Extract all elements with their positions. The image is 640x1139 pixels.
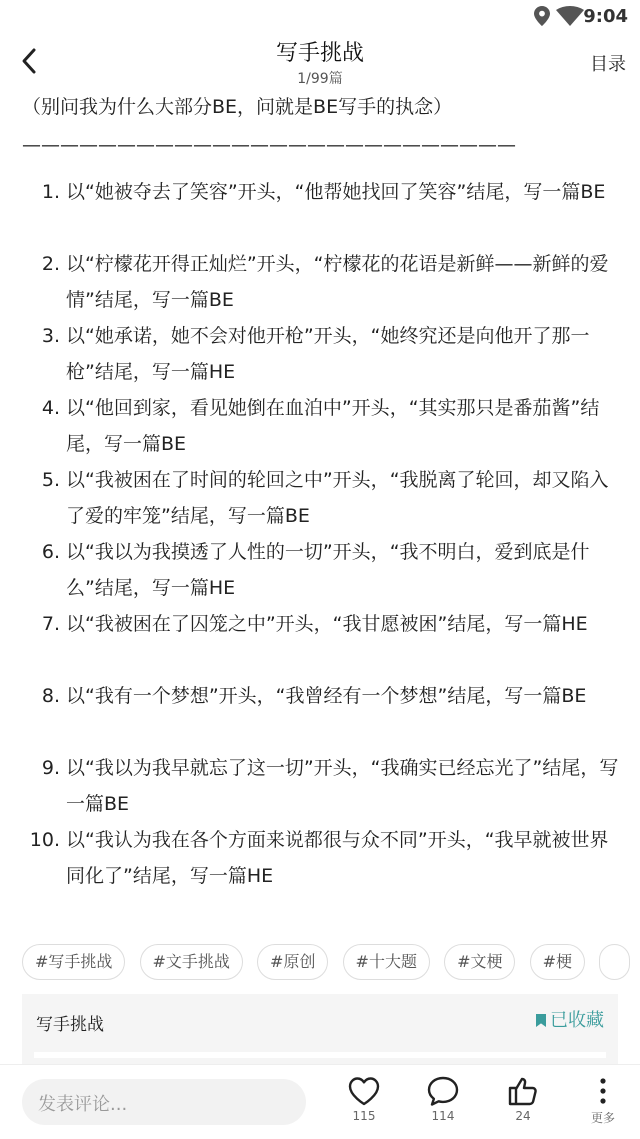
list-item (22, 822, 622, 894)
list-item (22, 462, 622, 534)
tag-chip[interactable]: #原创 (257, 944, 328, 980)
recommend-count: 24 (515, 1109, 531, 1123)
recommend-button[interactable] (498, 1075, 548, 1123)
prompt-list (22, 174, 622, 894)
item-text: 以“我认为我在各个方面来说都很与众不同”开头，“我早就被世界同化了”结尾，写一篇HE (66, 829, 609, 887)
item-number: 10. (29, 829, 60, 851)
comment-placeholder: 发表评论... (38, 1094, 128, 1115)
status-bar (0, 0, 640, 34)
item-number: 2. (41, 253, 60, 275)
item-number: 3. (41, 325, 60, 347)
intro-text: （别问我为什么大部分BE，问就是BE写手的执念） (22, 96, 453, 118)
comment-input[interactable] (22, 1079, 306, 1125)
list-item (22, 606, 622, 678)
collection-status-label: 已收藏 (550, 1010, 604, 1031)
item-text: 以“她被夺去了笑容”开头，“他帮她找回了笑容”结尾，写一篇BE (66, 181, 606, 203)
collection-title: 写手挑战 (36, 1015, 104, 1035)
tag-chip-more[interactable] (599, 944, 630, 980)
more-button[interactable] (578, 1075, 628, 1126)
item-text: 以“我以为我摸透了人性的一切”开头，“我不明白，爱到底是什么”结尾，写一篇HE (66, 541, 590, 599)
tag-chip[interactable]: #文梗 (444, 944, 515, 980)
article-body (22, 92, 626, 160)
collection-preview (34, 1052, 606, 1058)
wifi-icon (556, 6, 584, 30)
catalog-button[interactable]: 目录 (590, 54, 626, 75)
more-vertical-icon (586, 1075, 620, 1107)
list-item (22, 534, 622, 606)
tag-list (22, 944, 640, 980)
bookmark-icon (536, 1014, 546, 1027)
comment-bubble-icon (426, 1075, 460, 1107)
item-number: 1. (41, 181, 60, 203)
thumbs-up-icon (506, 1075, 540, 1107)
location-icon (534, 6, 550, 30)
divider-line: —————————————————————————— (22, 134, 516, 156)
item-number: 7. (41, 613, 60, 635)
more-label: 更多 (590, 1111, 615, 1125)
list-item (22, 318, 622, 390)
item-number: 5. (41, 469, 60, 491)
item-text: 以“我以为我早就忘了这一切”开头，“我确实已经忘光了”结尾，写一篇BE (66, 757, 619, 815)
list-item (22, 174, 622, 246)
tag-chip[interactable]: #文手挑战 (140, 944, 243, 980)
item-number: 8. (41, 685, 60, 707)
bottom-action-bar (0, 1064, 640, 1139)
item-text: 以“她承诺，她不会对他开枪”开头，“她终究还是向他开了那一枪”结尾，写一篇HE (66, 325, 590, 383)
item-text: 以“柠檬花开得正灿烂”开头，“柠檬花的花语是新鲜——新鲜的爱情”结尾，写一篇BE (66, 253, 609, 311)
list-item (22, 678, 622, 750)
item-number: 6. (41, 541, 60, 563)
like-button[interactable] (339, 1075, 389, 1123)
status-time: 9:04 (583, 6, 628, 27)
list-item (22, 750, 622, 822)
item-number: 4. (41, 397, 60, 419)
comment-button[interactable] (418, 1075, 468, 1123)
collection-status-button[interactable] (536, 1006, 604, 1032)
chapter-counter: 1/99篇 (297, 71, 343, 87)
item-text: 以“他回到家，看见她倒在血泊中”开头，“其实那只是番茄酱”结尾，写一篇BE (66, 397, 600, 455)
list-item (22, 246, 622, 318)
item-text: 以“我被困在了囚笼之中”开头，“我甘愿被困”结尾，写一篇HE (66, 613, 588, 635)
item-text: 以“我有一个梦想”开头，“我曾经有一个梦想”结尾，写一篇BE (66, 685, 587, 707)
collection-card[interactable] (22, 994, 618, 1074)
page-title: 写手挑战 (275, 41, 364, 66)
like-count: 115 (352, 1109, 376, 1123)
tag-chip[interactable]: #梗 (530, 944, 585, 980)
heart-icon (347, 1075, 381, 1107)
list-item (22, 390, 622, 462)
tag-chip[interactable]: #写手挑战 (22, 944, 125, 980)
tag-chip[interactable]: #十大题 (343, 944, 430, 980)
item-text: 以“我被困在了时间的轮回之中”开头，“我脱离了轮回，却又陷入了爱的牢笼”结尾，写一篇BE (66, 469, 609, 527)
item-number: 9. (41, 757, 60, 779)
comment-count: 114 (431, 1109, 455, 1123)
